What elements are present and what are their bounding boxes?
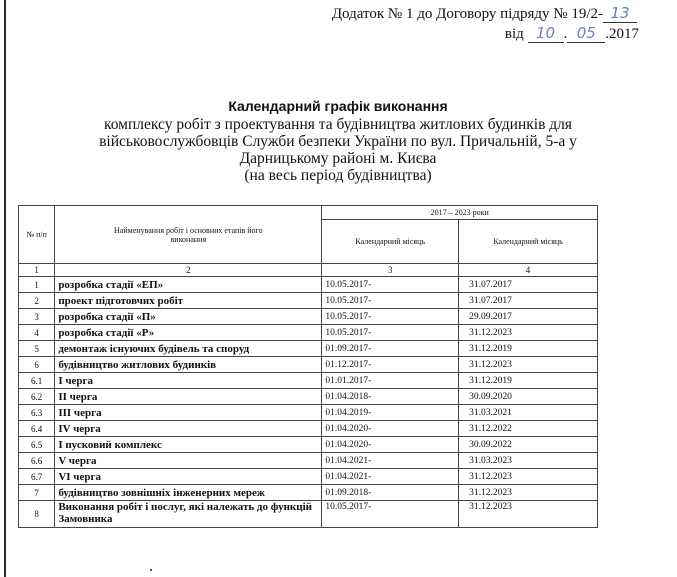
index-cell: 2 — [55, 264, 322, 277]
table-row — [19, 389, 598, 405]
table-row — [19, 373, 598, 389]
table-row — [19, 469, 598, 485]
header-num: № п/п — [19, 206, 55, 264]
row-start: 01.04.2019- — [322, 405, 459, 421]
appendix-text: Додаток № 1 до Договору підряду № 19/2- — [331, 6, 603, 22]
row-end: 31.12.2019 — [459, 341, 598, 357]
contract-suffix-handwritten: 13 — [603, 4, 637, 23]
row-end: 29.09.2017 — [459, 309, 598, 325]
table-row — [19, 405, 598, 421]
row-num: 6 — [19, 357, 55, 373]
row-start: 10.05.2017- — [322, 309, 459, 325]
row-name: IV черга — [55, 421, 322, 437]
title-line-3: військовослужбовців Служби безпеки України по вул. Причальній, 5-а у — [99, 133, 577, 150]
document-title — [40, 98, 636, 184]
row-end: 31.12.2023 — [459, 501, 598, 528]
row-num: 1 — [19, 277, 55, 293]
row-end: 30.09.2020 — [459, 389, 598, 405]
row-name: I пусковий комплекс — [55, 437, 322, 453]
row-name: III черга — [55, 405, 322, 421]
table-row — [19, 325, 598, 341]
row-num: 6.4 — [19, 421, 55, 437]
table-row — [19, 453, 598, 469]
table-row — [19, 501, 598, 528]
row-start: 01.04.2021- — [322, 469, 459, 485]
row-name: розробка стадії «П» — [55, 309, 322, 325]
table-row — [19, 437, 598, 453]
index-row — [19, 264, 598, 277]
row-end: 31.03.2023 — [459, 453, 598, 469]
row-name: проект підготовчих робіт — [55, 293, 322, 309]
row-num: 3 — [19, 309, 55, 325]
row-end: 31.12.2019 — [459, 373, 598, 389]
index-cell: 1 — [19, 264, 55, 277]
row-end: 31.12.2023 — [459, 485, 598, 501]
row-name: демонтаж існуючих будівель та споруд — [55, 341, 322, 357]
index-cell: 3 — [322, 264, 459, 277]
table-row — [19, 277, 598, 293]
row-start: 01.09.2018- — [322, 485, 459, 501]
row-num: 6.3 — [19, 405, 55, 421]
row-end: 31.12.2023 — [459, 469, 598, 485]
title-line-5: (на весь період будівництва) — [244, 167, 432, 184]
row-start: 10.05.2017- — [322, 293, 459, 309]
row-start: 01.12.2017- — [322, 357, 459, 373]
date-prefix: від — [504, 26, 524, 42]
row-start: 01.09.2017- — [322, 341, 459, 357]
title-main: Календарний графік виконання — [228, 98, 448, 114]
title-line-2: комплексу робіт з проектування та будівництва житлових будинків для — [103, 116, 573, 133]
title-line-4: Дарницькому районі м. Києва — [239, 150, 437, 167]
row-num: 7 — [19, 485, 55, 501]
row-num: 6.6 — [19, 453, 55, 469]
row-end: 31.12.2023 — [459, 325, 598, 341]
row-start: 01.04.2021- — [322, 453, 459, 469]
date-month-handwritten: 05 — [567, 24, 605, 43]
row-name: II черга — [55, 389, 322, 405]
row-name: Виконання робіт і послуг, які належать до функцій Замовника — [55, 501, 322, 528]
row-end: 31.12.2022 — [459, 421, 598, 437]
row-start: 01.01.2017- — [322, 373, 459, 389]
row-num: 6.2 — [19, 389, 55, 405]
table-row — [19, 293, 598, 309]
row-name: VI черга — [55, 469, 322, 485]
schedule-table — [18, 205, 598, 528]
row-num: 6.1 — [19, 373, 55, 389]
row-end: 31.07.2017 — [459, 293, 598, 309]
row-num: 4 — [19, 325, 55, 341]
row-name: розробка стадії «Р» — [55, 325, 322, 341]
scan-edge-line — [4, 0, 6, 577]
row-num: 6.7 — [19, 469, 55, 485]
header-month-start: Календарний місяць — [322, 220, 459, 264]
table-row — [19, 357, 598, 373]
row-end: 31.07.2017 — [459, 277, 598, 293]
date-separator: . — [563, 26, 568, 42]
row-start: 01.04.2020- — [322, 437, 459, 453]
row-start: 10.05.2017- — [322, 277, 459, 293]
row-name: V черга — [55, 453, 322, 469]
table-row — [19, 421, 598, 437]
table-row — [19, 309, 598, 325]
row-end: 31.03.2021 — [459, 405, 598, 421]
row-start: 10.05.2017- — [322, 501, 459, 528]
row-start: 10.05.2017- — [322, 325, 459, 341]
row-num: 5 — [19, 341, 55, 357]
appendix-date — [505, 24, 639, 43]
row-name: розробка стадії «ЕП» — [55, 277, 322, 293]
row-end: 30.09.2022 — [459, 437, 598, 453]
row-end: 31.12.2023 — [459, 357, 598, 373]
row-num: 6.5 — [19, 437, 55, 453]
index-cell: 4 — [459, 264, 598, 277]
row-start: 01.04.2018- — [322, 389, 459, 405]
row-num: 8 — [19, 501, 55, 528]
row-start: 01.04.2020- — [322, 421, 459, 437]
header-month-end: Календарний місяць — [459, 220, 598, 264]
row-name: будівництво житлових будинків — [55, 357, 322, 373]
scan-speck — [150, 569, 152, 571]
header-name: Найменування робіт і основних етапів його виконання — [55, 206, 322, 264]
row-name: I черга — [55, 373, 322, 389]
row-num: 2 — [19, 293, 55, 309]
row-name: будівництво зовнішніх інженерних мереж — [55, 485, 322, 501]
date-year: .2017 — [605, 26, 639, 42]
date-day-handwritten: 10 — [528, 24, 564, 43]
table-row — [19, 485, 598, 501]
appendix-header — [332, 4, 637, 23]
table-row — [19, 341, 598, 357]
header-period: 2017 – 2023 роки — [322, 206, 598, 220]
